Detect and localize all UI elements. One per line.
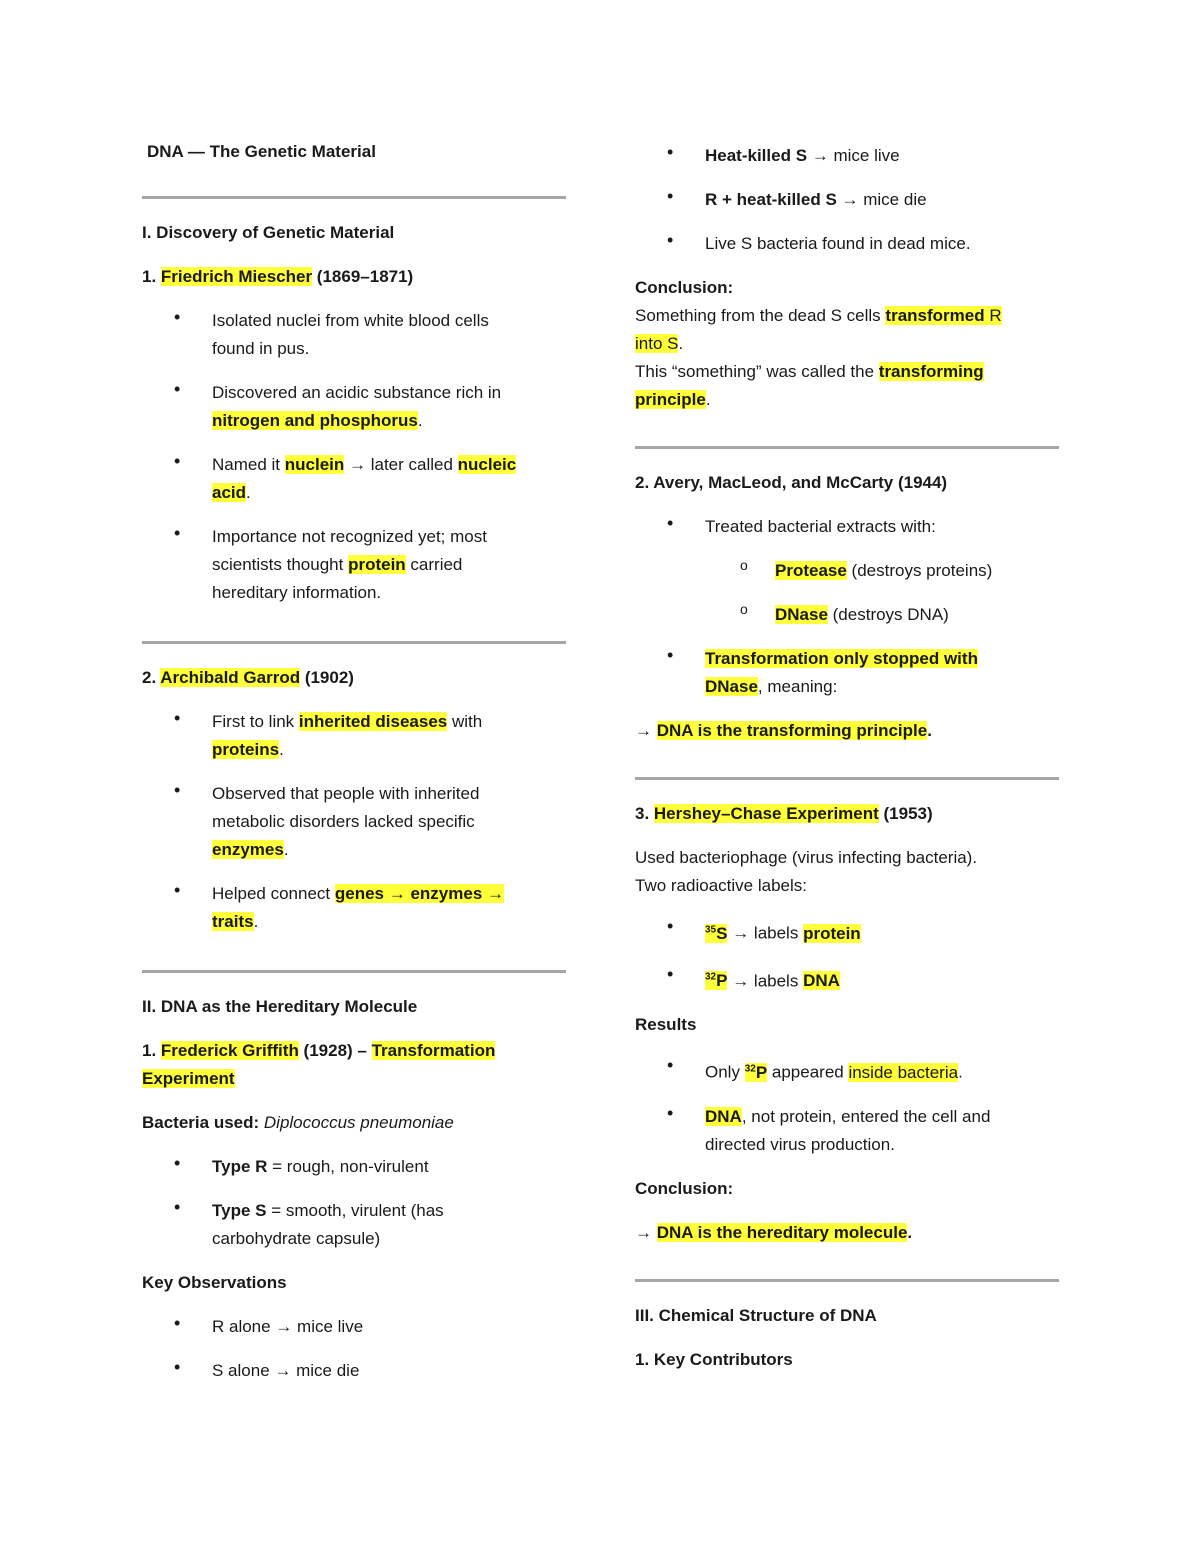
list-item: • Treated bacterial extracts with: <box>635 513 1059 541</box>
list-item: • First to link inherited diseases with proteins. <box>142 708 566 764</box>
list-item: • Discovered an acidic substance rich in nitrogen and phosphorus. <box>142 379 566 435</box>
list-item: • $^{32}$P → labels DNA <box>635 964 1059 996</box>
key-contributors-heading: 1. Key Contributors <box>635 1349 793 1369</box>
left-column: DNA — The Genetic Material I. Discovery of Genetic Material 1. Friedrich Miescher (1869–1871) • Isolated nuclei from white blood cells found in pus. • Discovered an acidic substance rich in nitrogen and phosphorus. • Named it nuclein → later called nucleic acid. • Importance not recognized yet; most scientists thought protein carried hereditary information. 2. Archibald Garrod (1902) • First to link inherited diseases with proteins. • Observed that people with inherited metabolic disorders lacked specific enzymes. • Helped connect genes → enzymes → traits. II. DNA as the Hereditary Molecule 1. Frederick Griffith (1928) – Transformation Experiment Bacteria used: Diplococcus pneumoniae • Type R = rough, non-virulent • Type S = smooth, virulent (has carbohydrate capsule) Key Observations • R alone → mice live • S alone → mice die <box>142 138 566 1385</box>
key-observations-heading: Key Observations <box>142 1273 287 1292</box>
list-item: • Heat-killed S → mice live <box>635 142 1059 170</box>
section-heading-discovery: I. Discovery of Genetic Material <box>142 223 395 242</box>
results-heading: Results <box>635 1015 697 1035</box>
list-item: • Importance not recognized yet; most scientists thought protein carried hereditary information. <box>142 523 566 607</box>
list-item: • Observed that people with inherited metabolic disorders lacked specific enzymes. <box>142 780 566 864</box>
garrod-heading: 2. Archibald Garrod (1902) <box>142 668 354 687</box>
list-item: • R alone → mice live <box>142 1313 566 1341</box>
sub-list-item: o Protease (destroys proteins) <box>635 557 1059 585</box>
griffith-conclusion-label: Conclusion: <box>635 278 734 297</box>
section-heading-hereditary: II. DNA as the Hereditary Molecule <box>142 997 418 1016</box>
miescher-heading: 1. Friedrich Miescher (1869–1871) <box>142 267 414 286</box>
section-heading-structure: III. Chemical Structure of DNA <box>635 1305 877 1325</box>
hershey-conclusion-label: Conclusion: <box>635 1178 734 1198</box>
list-item: • Isolated nuclei from white blood cells found in pus. <box>142 307 566 363</box>
list-item: • DNA, not protein, entered the cell and directed virus production. <box>635 1103 1059 1159</box>
list-item: • Named it nuclein → later called nucleic acid. <box>142 451 566 507</box>
list-item: • Transformation only stopped with DNase, meaning: <box>635 645 1059 701</box>
hershey-heading: 3. Hershey–Chase Experiment (1953) <box>635 804 933 823</box>
bacteria-used: Bacteria used: Diplococcus pneumoniae <box>142 1113 454 1132</box>
list-item: • R + heat-killed S → mice die <box>635 186 1059 214</box>
hershey-result: → DNA is the hereditary molecule. <box>635 1222 913 1242</box>
right-column: • Heat-killed S → mice live • R + heat-killed S → mice die • Live S bacteria found in dead mice. Conclusion: Something from the dead S cells transformed R into S. This “something” was called the transforming principle. 2. Avery, MacLeod, and McCarty (1944) • Treated bacterial extracts with: o Protease (destroys proteins) o DNase (destroys DNA) • Transformation only stopped with DNase, meaning: → DNA is the transforming principle. 3. Hershey–Chase Experiment (1953) Used bacteriophage (virus infecting bacteria). Two radioactive labels: • $^{35}$S → labels protein • $^{32}$P → labels DNA Results • Only $^{32}$P appeared inside bacteria. • DNA, not protein, entered the cell and directed virus production. Conclusion: → DNA is the hereditary molecule. III. Chemical Structure of DNA 1. Key Contributors <box>635 138 1059 1374</box>
document-title: DNA — The Genetic Material <box>147 142 376 161</box>
list-item: • Helped connect genes → enzymes → traits. <box>142 880 566 936</box>
avery-result: → DNA is the transforming principle. <box>635 721 932 740</box>
list-item: • Only $^{32}$P appeared inside bacteria. <box>635 1055 1059 1087</box>
list-item: • S alone → mice die <box>142 1357 566 1385</box>
list-item: • Type R = rough, non-virulent <box>142 1153 566 1181</box>
sub-list-item: o DNase (destroys DNA) <box>635 601 1059 629</box>
list-item: • Type S = smooth, virulent (has carbohydrate capsule) <box>142 1197 566 1253</box>
list-item: • $^{35}$S → labels protein <box>635 916 1059 948</box>
avery-heading: 2. Avery, MacLeod, and McCarty (1944) <box>635 473 948 492</box>
griffith-heading: 1. Frederick Griffith (1928) – Transformation <box>142 1041 496 1060</box>
list-item: • Live S bacteria found in dead mice. <box>635 230 1059 258</box>
